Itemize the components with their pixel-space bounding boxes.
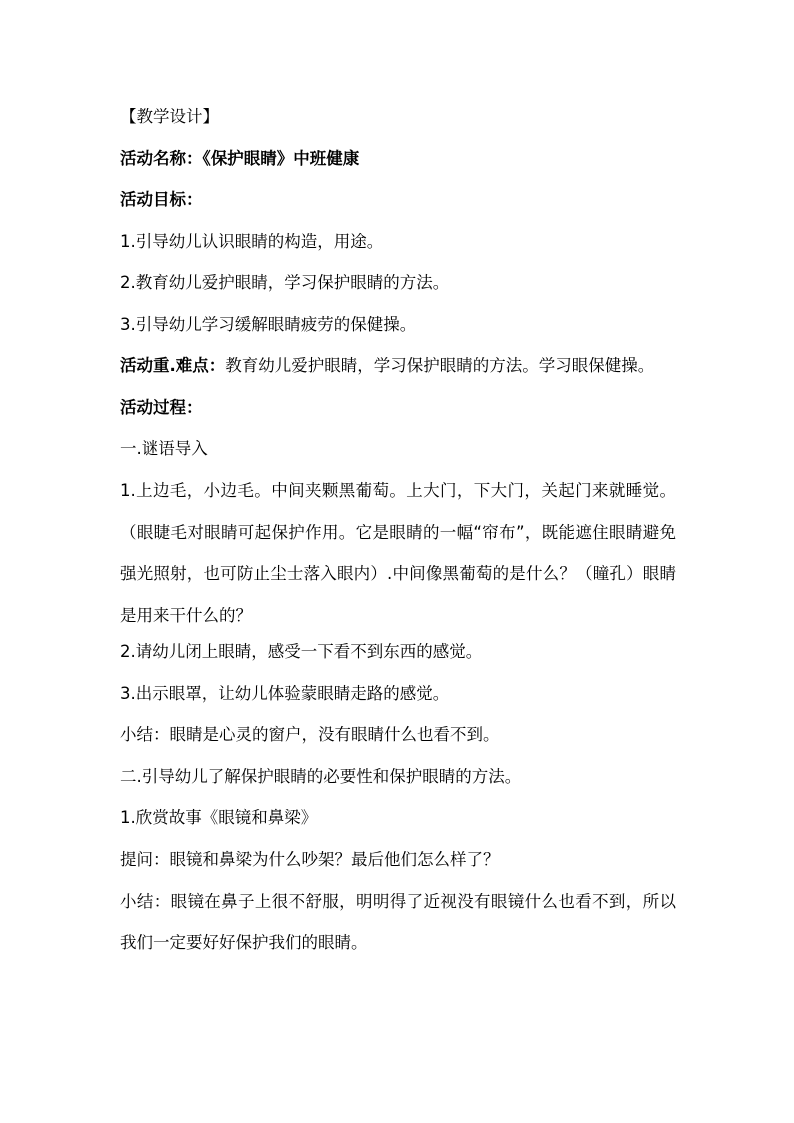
section-2-title: 二.引导幼儿了解保护眼睛的必要性和保护眼睛的方法。 [120,766,522,786]
section-1-item-1: 1.上边毛，小边毛。中间夹颗黑葡萄。上大门，下大门，关起门来就睡觉。（眼睫毛对眼睛可起保护作用。它是眼睛的一幅“帘布”，既能遮住眼睛避免强光照射，也可防止尘士落入眼内）.中间像黑葡萄的是什么？（瞳孔）眼睛是用来干什么的？ [120,481,676,625]
document-content [120,102,676,964]
section-1-title: 一.谜语导入 [120,439,208,459]
goal-item-1: 1.引导幼儿认识眼睛的构造，用途。 [120,231,384,251]
key-points-paragraph [120,345,676,387]
goal-item-2: 2.教育幼儿爱护眼睛，学习保护眼睛的方法。 [120,273,450,292]
activity-name: 活动名称：《保护眼睛》中班健康 [120,148,360,168]
section-2-item-1: 1.欣赏故事《眼镜和鼻梁》 [120,808,318,828]
key-points-label: 活动重.难点： [120,356,226,376]
goal-item-3: 3.引导幼儿学习缓解眼睛疲劳的保健操。 [120,314,417,334]
section-1-item-2: 2.请幼儿闭上眼睛，感受一下看不到东西的感觉。 [120,642,483,662]
section-2-question: 提问：眼镜和鼻梁为什么吵架？最后他们怎么样了？ [120,849,500,869]
goals-heading: 活动目标： [120,190,203,209]
process-heading: 活动过程： [120,397,203,417]
section-2-summary: 小结：眼镜在鼻子上很不舒服，明明得了近视没有眼镜什么也看不到，所以我们一定要好好保护我们的眼睛。 [120,891,676,953]
section-1-summary: 小结：眼睛是心灵的窗户，没有眼睛什么也看不到。 [120,725,500,745]
doc-title: 【教学设计】 [120,107,219,126]
section-1-item-3: 3.出示眼罩，让幼儿体验蒙眼睛走路的感觉。 [120,683,450,703]
key-points-text: 教育幼儿爱护眼睛，学习保护眼睛的方法。学习眼保健操。 [225,356,655,376]
